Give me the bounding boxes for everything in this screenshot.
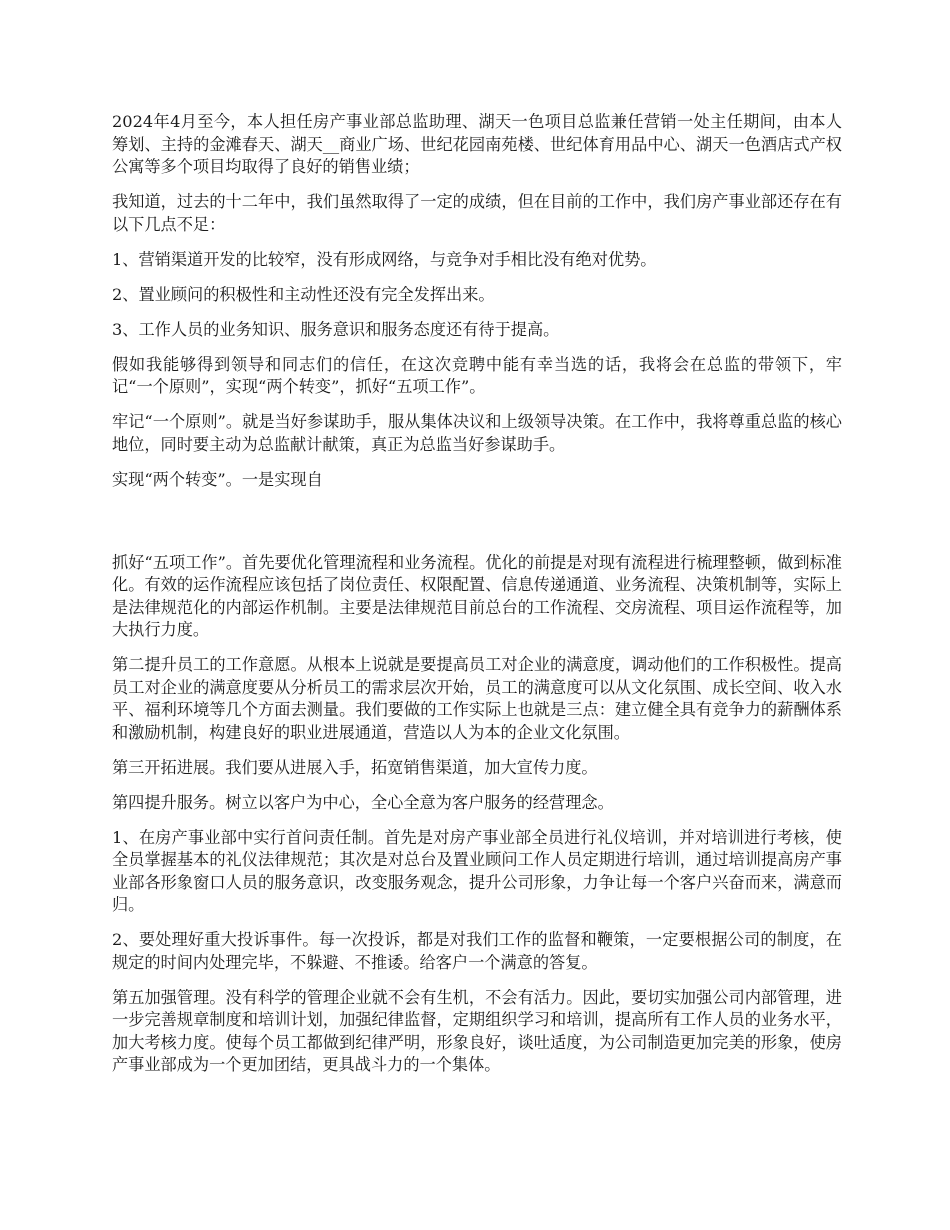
paragraph: 牢记“一个原则”。就是当好参谋助手，服从集体决议和上级领导决策。在工作中，我将尊重总监的核心地位，同时要主动为总监献计献策，真正为总监当好参谋助手。 [112,412,842,454]
paragraph: 第三开拓进展。我们要从进展入手，拓宽销售渠道，加大宣传力度。 [112,757,598,777]
list-item: 1、营销渠道开发的比较窄，没有形成网络，与竞争对手相比没有绝对优势。 [112,249,657,269]
list-item: 1、在房产事业部中实行首问责任制。首先是对房产事业部全员进行礼仪培训，并对培训进行考核，使全员掌握基本的礼仪法律规范；其次是对总台及置业顾问工作人员定期进行培训，通过培训提高房产事业部各形象窗口人员的服务意识，改变服务观念，提升公司形象，力争让每一个客户兴奋而来，满意而归。 [112,827,842,914]
section-gap [112,504,842,552]
list-item: 3、工作人员的业务知识、服务意识和服务态度还有待于提高。 [112,319,560,339]
paragraph: 假如我能够得到领导和同志们的信任，在这次竞聘中能有幸当选的话，我将会在总监的带领下，牢记“一个原则”，实现“两个转变”，抓好“五项工作”。 [112,354,842,396]
paragraph: 2024年4月至今，本人担任房产事业部总监助理、湖天一色项目总监兼任营销一处主任期间，由本人筹划、主持的金滩春天、湖天__商业广场、世纪花园南苑楼、世纪体育用品中心、湖天一色酒店式产权公寓等多个项目均取得了良好的销售业绩； [112,112,842,176]
list-item: 2、要处理好重大投诉事件。每一次投诉，都是对我们工作的监督和鞭策，一定要根据公司的制度，在规定的时间内处理完毕，不躲避、不推诿。给客户一个满意的答复。 [112,930,842,972]
list-item: 2、置业顾问的积极性和主动性还没有完全发挥出来。 [112,284,495,304]
paragraph: 实现“两个转变”。一是实现自 [112,469,323,489]
document-body [112,111,842,1089]
paragraph: 第四提升服务。树立以客户为中心，全心全意为客户服务的经营理念。 [112,792,614,812]
paragraph: 第二提升员工的工作意愿。从根本上说就是要提高员工对企业的满意度，调动他们的工作积极性。提高员工对企业的满意度要从分析员工的需求层次开始，员工的满意度可以从文化氛围、成长空间、收入水平、福利环境等几个方面去测量。我们要做的工作实际上也就是三点：建立健全具有竞争力的薪酬体系和激励机制，构建良好的职业进展通道，营造以人为本的企业文化氛围。 [112,655,842,742]
paragraph: 我知道，过去的十二年中，我们虽然取得了一定的成绩，但在目前的工作中，我们房产事业部还存在有以下几点不足： [112,192,842,234]
paragraph: 第五加强管理。没有科学的管理企业就不会有生机，不会有活力。因此，要切实加强公司内部管理，进一步完善规章制度和培训计划，加强纪律监督，定期组织学习和培训，提高所有工作人员的业务水平，加大考核力度。使每个员工都做到纪律严明，形象良好，谈吐适度，为公司制造更加完美的形象，使房产事业部成为一个更加团结，更具战斗力的一个集体。 [112,987,842,1074]
paragraph: 抓好“五项工作”。首先要优化管理流程和业务流程。优化的前提是对现有流程进行梳理整顿，做到标准化。有效的运作流程应该包括了岗位责任、权限配置、信息传递通道、业务流程、决策机制等，实际上是法律规范化的内部运作机制。主要是法律规范目前总台的工作流程、交房流程、项目运作流程等，加大执行力度。 [112,552,842,639]
